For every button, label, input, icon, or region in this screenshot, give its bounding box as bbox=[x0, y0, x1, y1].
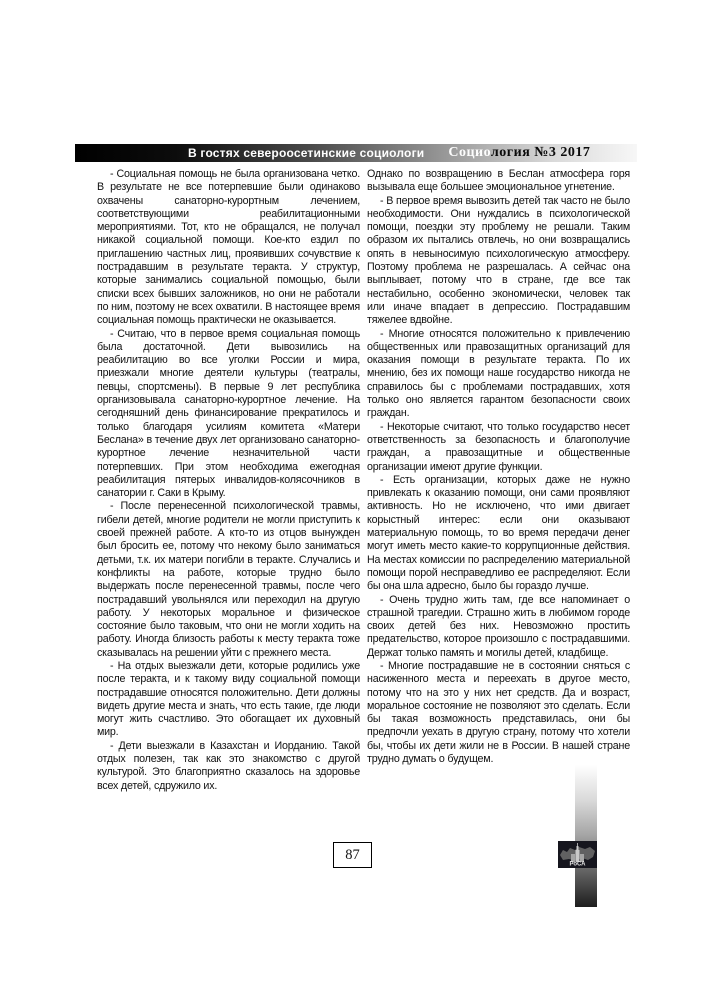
left-column bbox=[97, 168, 360, 793]
right-column bbox=[367, 168, 630, 793]
article-body bbox=[97, 168, 630, 793]
running-head-bar bbox=[75, 144, 637, 162]
paragraph: - После перенесенной психологической травмы, гибели детей, многие родители не могли приступить к своей прежней работе. А кто-то из отцов вынужден был бросить ее, потому что некому было заниматься детьми, т.к. их матери погибли в теракте. Случались и конфликты на работе, которые трудно было выдержать после перенесенной травмы, после чего пострадавший увольнялся или переходил на другую работу. У некоторых моральное и физическое состояние было таковым, что они не могли ходить на работу. Иногда близость работы к месту теракта тоже сказывалась на решении уйти с прежнего места. bbox=[97, 500, 360, 659]
paragraph: - Некоторые считают, что только государство несет ответственность за безопасность и благополучие граждан, а правозащитные и общественные организации имеют другие функции. bbox=[367, 420, 630, 473]
paragraph: - Многие относятся положительно к привлечению общественных или правозащитных организаций для оказания помощи в результате теракта. По их мнению, без их помощи наше государство никогда не справилось бы с проблемами пострадавших, хотя только оно является гарантом безопасности своих граждан. bbox=[367, 327, 630, 420]
journal-title-light-part: Социо bbox=[448, 145, 491, 160]
journal-title bbox=[448, 145, 590, 161]
paragraph: - Дети выезжали в Казахстан и Иорданию. Такой отдых полезен, так как это знакомство с другой культурой. Это благоприятно сказалось на здоровье всех детей, сдружило их. bbox=[97, 739, 360, 792]
paragraph: - Многие пострадавшие не в состоянии сняться с насиженного места и переехать в другое место, потому что на это у них нет средств. Да и возраст, моральное состояние не позволяют это сделать. Если бы такая возможность представилась, они бы предпочли уехать в другую страну, потому что хотели бы, чтобы их дети жили не в России. В нашей стране трудно думать о будущем. bbox=[367, 659, 630, 766]
paragraph: - Социальная помощь не была организована четко. В результате не все потерпевшие были одинаково охвачены санаторно-курортным лечением, соответствующими реабилитационными мероприятиями. Тот, кто не обращался, не получал никакой социальной помощи. Кое-кто ездил по приглашению частных лиц, проявивших сочувствие к пострадавшим в результате теракта. У структур, которые занимались социальной помощью, были списки всех бывших заложников, но они не работали по ним, поэтому не всех охватили. В настоящее время социальная помощь практически не оказывается. bbox=[97, 168, 360, 327]
paragraph: - В первое время вывозить детей так часто не было необходимости. Они нуждались в психологической помощи, поездки эту проблему не решали. Таким образом их пытались отвлечь, но они возвращались опять в невыносимую психологическую атмосферу. Поэтому проблема не разрешалась. А сейчас она выплывает, потому что в стране, где все так нестабильно, особенно экономически, человек так или иначе впадает в депрессию. Пострадавшим тяжелее вдвойне. bbox=[367, 194, 630, 327]
page-number: 87 bbox=[345, 846, 360, 863]
page-number-box bbox=[333, 842, 372, 868]
paragraph: - Считаю, что в первое время социальная помощь была достаточной. Дети вывозились на реабилитацию во все уголки России и мира, приезжали многие деятели культуры (театралы, певцы, спортсмены). В первые 9 лет республика организовывала санаторно-курортное лечение. На сегодняшний день финансирование прекратилось и только благодаря усилиям комитета «Матери Беслана» в течение двух лет организовано санаторно-курортное лечение незначительной части потерпевших. При этом необходима ежегодная реабилитация пятерых инвалидов-колясочников в санатории г. Саки в Крыму. bbox=[97, 327, 360, 500]
paragraph: - Есть организации, которых даже не нужно привлекать к оказанию помощи, они сами проявляют активность. Но не исключено, что ими двигает корыстный интерес: если они оказывают материальную помощь, то во время передачи денег могут иметь место какие-то коррупционные действия. На местах комиссии по распределению материальной помощи порой несправедливо ее распределяют. Если бы она шла адресно, было бы гораздо лучше. bbox=[367, 473, 630, 593]
society-logo-image bbox=[558, 841, 597, 868]
paragraph: - На отдых выезжали дети, которые родились уже после теракта, и к такому виду социальной помощи пострадавшие относятся положительно. Дети должны видеть другие места и знать, что есть такие, где люди могут жить счастливо. Это обогащает их духовный мир. bbox=[97, 659, 360, 739]
gradient-strip-decoration bbox=[575, 765, 597, 907]
paragraph: - Очень трудно жить там, где все напоминает о страшной трагедии. Страшно жить в любимом городе своих детей без них. Невозможно простить предательство, которое произошло с пострадавшими. Держат только память и могилы детей, кладбище. bbox=[367, 593, 630, 659]
society-logo bbox=[558, 841, 597, 868]
paragraph: Однако по возвращению в Беслан атмосфера горя вызывала еще большее эмоциональное угнетение. bbox=[367, 168, 630, 194]
section-title: В гостях североосетинские социологи bbox=[188, 146, 425, 160]
journal-title-dark-part: логия №3 2017 bbox=[490, 145, 591, 160]
society-logo-text: РоСА bbox=[569, 861, 586, 868]
